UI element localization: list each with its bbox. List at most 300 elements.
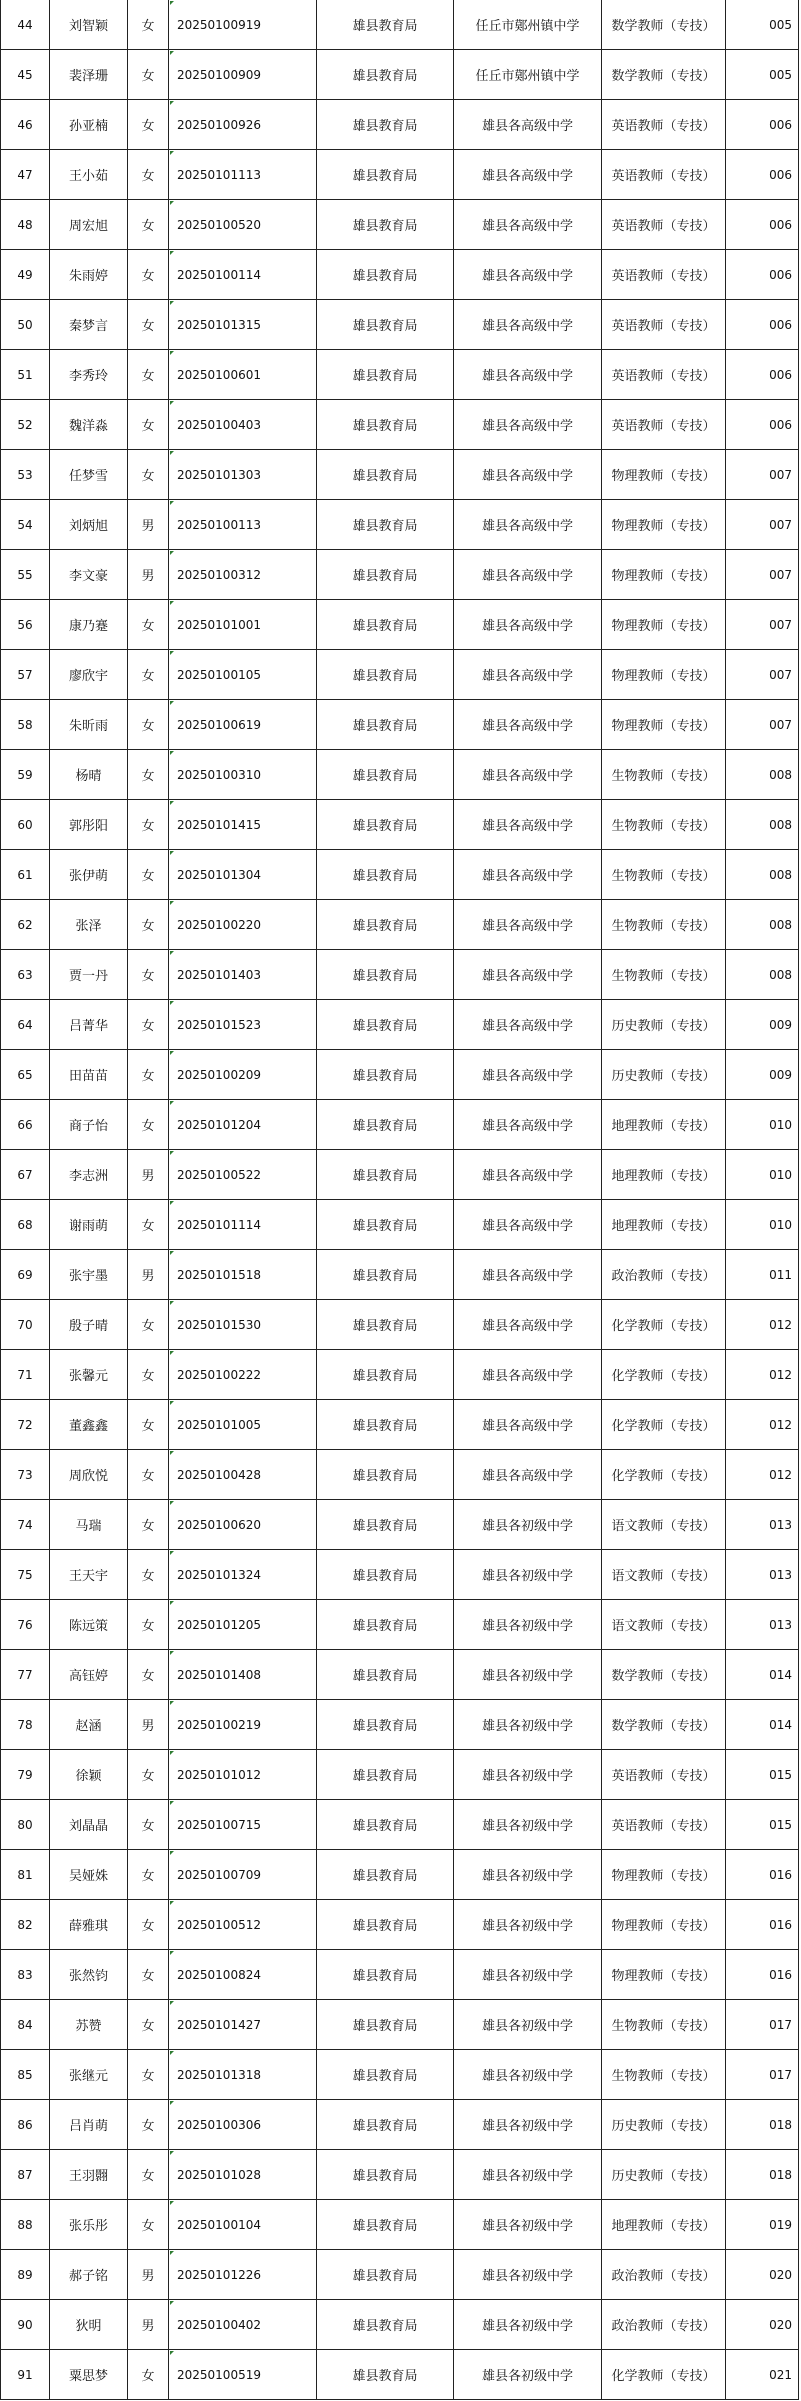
hiring-unit-cell: 雄县教育局	[317, 1450, 454, 1500]
hiring-unit-cell: 雄县教育局	[317, 700, 454, 750]
hiring-unit-cell: 雄县教育局	[317, 450, 454, 500]
exam-ticket-number-cell: 20250100919	[169, 0, 317, 50]
row-number-cell: 76	[1, 1600, 50, 1650]
position-code-cell: 020	[726, 2300, 799, 2350]
exam-ticket-number-cell: 20250100402	[169, 2300, 317, 2350]
position-cell: 语文教师（专技）	[602, 1550, 726, 1600]
position-code-cell: 008	[726, 800, 799, 850]
candidate-name-cell: 朱雨婷	[50, 250, 128, 300]
exam-ticket-number-cell: 20250100519	[169, 2350, 317, 2400]
gender-cell: 女	[128, 1350, 169, 1400]
gender-cell: 女	[128, 600, 169, 650]
table-row	[1, 50, 799, 100]
row-number-cell: 54	[1, 500, 50, 550]
exam-ticket-number-cell: 20250100209	[169, 1050, 317, 1100]
gender-cell: 女	[128, 1050, 169, 1100]
position-cell: 生物教师（专技）	[602, 800, 726, 850]
row-number-cell: 66	[1, 1100, 50, 1150]
exam-ticket-number-cell: 20250101318	[169, 2050, 317, 2100]
exam-ticket-number-cell: 20250100104	[169, 2200, 317, 2250]
school-cell: 雄县各高级中学	[454, 1450, 602, 1500]
exam-ticket-number-cell: 20250101113	[169, 150, 317, 200]
school-cell: 雄县各高级中学	[454, 350, 602, 400]
exam-ticket-number-cell: 20250100428	[169, 1450, 317, 1500]
table-row	[1, 1500, 799, 1550]
hiring-unit-cell: 雄县教育局	[317, 1200, 454, 1250]
table-row	[1, 850, 799, 900]
school-cell: 雄县各初级中学	[454, 2350, 602, 2400]
position-cell: 化学教师（专技）	[602, 2350, 726, 2400]
exam-ticket-number-cell: 20250101304	[169, 850, 317, 900]
candidate-name-cell: 陈远策	[50, 1600, 128, 1650]
hiring-unit-cell: 雄县教育局	[317, 550, 454, 600]
candidate-name-cell: 李秀玲	[50, 350, 128, 400]
school-cell: 雄县各高级中学	[454, 1050, 602, 1100]
table-row	[1, 450, 799, 500]
candidate-name-cell: 朱昕雨	[50, 700, 128, 750]
exam-ticket-number-cell: 20250101403	[169, 950, 317, 1000]
row-number-cell: 56	[1, 600, 50, 650]
school-cell: 雄县各高级中学	[454, 250, 602, 300]
candidate-name-cell: 郭彤阳	[50, 800, 128, 850]
table-row	[1, 1550, 799, 1600]
candidate-name-cell: 刘炳旭	[50, 500, 128, 550]
school-cell: 雄县各高级中学	[454, 1300, 602, 1350]
candidate-name-cell: 魏洋淼	[50, 400, 128, 450]
gender-cell: 女	[128, 2050, 169, 2100]
table-row	[1, 1800, 799, 1850]
gender-cell: 男	[128, 1700, 169, 1750]
table-row	[1, 300, 799, 350]
exam-ticket-number-cell: 20250100601	[169, 350, 317, 400]
row-number-cell: 64	[1, 1000, 50, 1050]
table-row	[1, 2100, 799, 2150]
school-cell: 雄县各初级中学	[454, 1950, 602, 2000]
position-cell: 化学教师（专技）	[602, 1300, 726, 1350]
school-cell: 雄县各高级中学	[454, 1400, 602, 1450]
gender-cell: 女	[128, 2150, 169, 2200]
exam-ticket-number-cell: 20250101530	[169, 1300, 317, 1350]
position-cell: 生物教师（专技）	[602, 900, 726, 950]
gender-cell: 女	[128, 2100, 169, 2150]
candidate-name-cell: 张馨元	[50, 1350, 128, 1400]
row-number-cell: 46	[1, 100, 50, 150]
position-code-cell: 005	[726, 0, 799, 50]
position-code-cell: 007	[726, 550, 799, 600]
table-row	[1, 2000, 799, 2050]
hiring-unit-cell: 雄县教育局	[317, 1400, 454, 1450]
position-code-cell: 006	[726, 400, 799, 450]
hiring-unit-cell: 雄县教育局	[317, 1050, 454, 1100]
hiring-unit-cell: 雄县教育局	[317, 250, 454, 300]
position-code-cell: 010	[726, 1100, 799, 1150]
school-cell: 雄县各高级中学	[454, 400, 602, 450]
hiring-unit-cell: 雄县教育局	[317, 650, 454, 700]
exam-ticket-number-cell: 20250101005	[169, 1400, 317, 1450]
row-number-cell: 90	[1, 2300, 50, 2350]
exam-ticket-number-cell: 20250101226	[169, 2250, 317, 2300]
hiring-unit-cell: 雄县教育局	[317, 2050, 454, 2100]
position-code-cell: 013	[726, 1550, 799, 1600]
hiring-unit-cell: 雄县教育局	[317, 2000, 454, 2050]
table-row	[1, 1600, 799, 1650]
position-cell: 英语教师（专技）	[602, 250, 726, 300]
position-code-cell: 007	[726, 450, 799, 500]
row-number-cell: 71	[1, 1350, 50, 1400]
exam-ticket-number-cell: 20250100312	[169, 550, 317, 600]
table-row	[1, 1050, 799, 1100]
position-cell: 化学教师（专技）	[602, 1350, 726, 1400]
hiring-unit-cell: 雄县教育局	[317, 2350, 454, 2400]
position-code-cell: 006	[726, 300, 799, 350]
exam-ticket-number-cell: 20250100310	[169, 750, 317, 800]
position-cell: 生物教师（专技）	[602, 2050, 726, 2100]
school-cell: 雄县各高级中学	[454, 1100, 602, 1150]
position-code-cell: 012	[726, 1300, 799, 1350]
position-code-cell: 013	[726, 1500, 799, 1550]
row-number-cell: 77	[1, 1650, 50, 1700]
position-code-cell: 007	[726, 700, 799, 750]
candidate-name-cell: 周宏旭	[50, 200, 128, 250]
position-code-cell: 016	[726, 1850, 799, 1900]
hiring-unit-cell: 雄县教育局	[317, 1750, 454, 1800]
exam-ticket-number-cell: 20250101012	[169, 1750, 317, 1800]
position-cell: 物理教师（专技）	[602, 1900, 726, 1950]
table-row	[1, 2150, 799, 2200]
table-row	[1, 900, 799, 950]
table-row	[1, 500, 799, 550]
exam-ticket-number-cell: 20250100222	[169, 1350, 317, 1400]
position-cell: 数学教师（专技）	[602, 50, 726, 100]
exam-ticket-number-cell: 20250101518	[169, 1250, 317, 1300]
position-cell: 物理教师（专技）	[602, 1850, 726, 1900]
hiring-unit-cell: 雄县教育局	[317, 2300, 454, 2350]
candidate-name-cell: 张继元	[50, 2050, 128, 2100]
school-cell: 雄县各初级中学	[454, 2250, 602, 2300]
school-cell: 雄县各高级中学	[454, 150, 602, 200]
position-code-cell: 016	[726, 1900, 799, 1950]
row-number-cell: 85	[1, 2050, 50, 2100]
row-number-cell: 47	[1, 150, 50, 200]
school-cell: 雄县各高级中学	[454, 200, 602, 250]
position-cell: 化学教师（专技）	[602, 1400, 726, 1450]
candidate-name-cell: 殷子晴	[50, 1300, 128, 1350]
row-number-cell: 60	[1, 800, 50, 850]
school-cell: 雄县各初级中学	[454, 2150, 602, 2200]
hiring-unit-cell: 雄县教育局	[317, 2150, 454, 2200]
position-code-cell: 008	[726, 950, 799, 1000]
table-body	[1, 0, 799, 2400]
exam-ticket-number-cell: 20250101415	[169, 800, 317, 850]
school-cell: 任丘市鄚州镇中学	[454, 0, 602, 50]
school-cell: 雄县各初级中学	[454, 1500, 602, 1550]
table-row	[1, 1900, 799, 1950]
position-cell: 生物教师（专技）	[602, 750, 726, 800]
position-code-cell: 006	[726, 150, 799, 200]
school-cell: 雄县各高级中学	[454, 650, 602, 700]
gender-cell: 女	[128, 850, 169, 900]
candidate-name-cell: 谢雨萌	[50, 1200, 128, 1250]
school-cell: 雄县各高级中学	[454, 1200, 602, 1250]
school-cell: 雄县各高级中学	[454, 850, 602, 900]
position-code-cell: 005	[726, 50, 799, 100]
position-cell: 英语教师（专技）	[602, 1800, 726, 1850]
candidate-name-cell: 张乐彤	[50, 2200, 128, 2250]
candidate-name-cell: 赵涵	[50, 1700, 128, 1750]
candidate-name-cell: 吕菁华	[50, 1000, 128, 1050]
position-code-cell: 020	[726, 2250, 799, 2300]
candidate-name-cell: 杨晴	[50, 750, 128, 800]
gender-cell: 男	[128, 2250, 169, 2300]
table-row	[1, 400, 799, 450]
row-number-cell: 52	[1, 400, 50, 450]
row-number-cell: 51	[1, 350, 50, 400]
position-cell: 物理教师（专技）	[602, 1950, 726, 2000]
gender-cell: 女	[128, 1900, 169, 1950]
school-cell: 雄县各初级中学	[454, 1850, 602, 1900]
gender-cell: 女	[128, 650, 169, 700]
candidate-name-cell: 贾一丹	[50, 950, 128, 1000]
school-cell: 雄县各高级中学	[454, 500, 602, 550]
position-code-cell: 015	[726, 1750, 799, 1800]
position-cell: 数学教师（专技）	[602, 1650, 726, 1700]
row-number-cell: 62	[1, 900, 50, 950]
hiring-unit-cell: 雄县教育局	[317, 1350, 454, 1400]
table-row	[1, 700, 799, 750]
table-row	[1, 1950, 799, 2000]
row-number-cell: 69	[1, 1250, 50, 1300]
school-cell: 雄县各初级中学	[454, 2000, 602, 2050]
row-number-cell: 74	[1, 1500, 50, 1550]
candidate-name-cell: 吴娅姝	[50, 1850, 128, 1900]
position-code-cell: 014	[726, 1650, 799, 1700]
table-row	[1, 950, 799, 1000]
gender-cell: 男	[128, 550, 169, 600]
position-code-cell: 008	[726, 900, 799, 950]
position-cell: 英语教师（专技）	[602, 200, 726, 250]
position-code-cell: 018	[726, 2100, 799, 2150]
candidate-name-cell: 孙亚楠	[50, 100, 128, 150]
school-cell: 雄县各高级中学	[454, 800, 602, 850]
gender-cell: 女	[128, 1300, 169, 1350]
exam-ticket-number-cell: 20250100620	[169, 1500, 317, 1550]
gender-cell: 女	[128, 2200, 169, 2250]
school-cell: 雄县各高级中学	[454, 1350, 602, 1400]
position-cell: 生物教师（专技）	[602, 850, 726, 900]
candidate-name-cell: 吕肖萌	[50, 2100, 128, 2150]
school-cell: 雄县各初级中学	[454, 1800, 602, 1850]
row-number-cell: 58	[1, 700, 50, 750]
school-cell: 雄县各高级中学	[454, 600, 602, 650]
exam-ticket-number-cell: 20250101114	[169, 1200, 317, 1250]
school-cell: 雄县各初级中学	[454, 1750, 602, 1800]
row-number-cell: 44	[1, 0, 50, 50]
exam-ticket-number-cell: 20250100306	[169, 2100, 317, 2150]
exam-ticket-number-cell: 20250101205	[169, 1600, 317, 1650]
position-code-cell: 012	[726, 1400, 799, 1450]
gender-cell: 女	[128, 1550, 169, 1600]
position-cell: 英语教师（专技）	[602, 350, 726, 400]
gender-cell: 女	[128, 1000, 169, 1050]
position-cell: 语文教师（专技）	[602, 1500, 726, 1550]
school-cell: 雄县各高级中学	[454, 1250, 602, 1300]
position-code-cell: 013	[726, 1600, 799, 1650]
position-code-cell: 010	[726, 1150, 799, 1200]
exam-ticket-number-cell: 20250100105	[169, 650, 317, 700]
school-cell: 雄县各初级中学	[454, 1650, 602, 1700]
exam-ticket-number-cell: 20250100220	[169, 900, 317, 950]
hiring-unit-cell: 雄县教育局	[317, 1800, 454, 1850]
row-number-cell: 63	[1, 950, 50, 1000]
table-row	[1, 150, 799, 200]
row-number-cell: 70	[1, 1300, 50, 1350]
school-cell: 雄县各初级中学	[454, 1600, 602, 1650]
position-cell: 英语教师（专技）	[602, 1750, 726, 1800]
school-cell: 雄县各初级中学	[454, 2300, 602, 2350]
hiring-unit-cell: 雄县教育局	[317, 1250, 454, 1300]
position-cell: 政治教师（专技）	[602, 1250, 726, 1300]
position-cell: 政治教师（专技）	[602, 2300, 726, 2350]
hiring-unit-cell: 雄县教育局	[317, 1500, 454, 1550]
candidate-name-cell: 任梦雪	[50, 450, 128, 500]
exam-ticket-number-cell: 20250100926	[169, 100, 317, 150]
school-cell: 雄县各高级中学	[454, 1150, 602, 1200]
gender-cell: 女	[128, 1100, 169, 1150]
gender-cell: 女	[128, 400, 169, 450]
exam-ticket-number-cell: 20250100512	[169, 1900, 317, 1950]
position-cell: 历史教师（专技）	[602, 1000, 726, 1050]
row-number-cell: 84	[1, 2000, 50, 2050]
gender-cell: 女	[128, 350, 169, 400]
position-code-cell: 008	[726, 750, 799, 800]
table-row	[1, 2200, 799, 2250]
exam-ticket-number-cell: 20250100709	[169, 1850, 317, 1900]
exam-ticket-number-cell: 20250101408	[169, 1650, 317, 1700]
gender-cell: 女	[128, 2350, 169, 2400]
hiring-unit-cell: 雄县教育局	[317, 950, 454, 1000]
position-cell: 政治教师（专技）	[602, 2250, 726, 2300]
row-number-cell: 86	[1, 2100, 50, 2150]
hiring-unit-cell: 雄县教育局	[317, 1950, 454, 2000]
exam-ticket-number-cell: 20250100403	[169, 400, 317, 450]
school-cell: 雄县各高级中学	[454, 950, 602, 1000]
position-code-cell: 009	[726, 1000, 799, 1050]
candidate-name-cell: 薛雅琪	[50, 1900, 128, 1950]
table-row	[1, 800, 799, 850]
position-code-cell: 018	[726, 2150, 799, 2200]
hiring-unit-cell: 雄县教育局	[317, 1650, 454, 1700]
school-cell: 任丘市鄚州镇中学	[454, 50, 602, 100]
position-code-cell: 011	[726, 1250, 799, 1300]
position-cell: 地理教师（专技）	[602, 1100, 726, 1150]
position-cell: 历史教师（专技）	[602, 2100, 726, 2150]
row-number-cell: 53	[1, 450, 50, 500]
school-cell: 雄县各初级中学	[454, 2050, 602, 2100]
candidate-name-cell: 粟思梦	[50, 2350, 128, 2400]
position-cell: 物理教师（专技）	[602, 700, 726, 750]
gender-cell: 男	[128, 500, 169, 550]
position-cell: 地理教师（专技）	[602, 2200, 726, 2250]
exam-ticket-number-cell: 20250100522	[169, 1150, 317, 1200]
candidate-name-cell: 周欣悦	[50, 1450, 128, 1500]
gender-cell: 女	[128, 950, 169, 1000]
hiring-unit-cell: 雄县教育局	[317, 500, 454, 550]
gender-cell: 女	[128, 50, 169, 100]
candidate-name-cell: 郝子铭	[50, 2250, 128, 2300]
candidate-name-cell: 张然钧	[50, 1950, 128, 2000]
position-cell: 英语教师（专技）	[602, 100, 726, 150]
table-row	[1, 1400, 799, 1450]
row-number-cell: 73	[1, 1450, 50, 1500]
candidate-name-cell: 田苗苗	[50, 1050, 128, 1100]
exam-ticket-number-cell: 20250101315	[169, 300, 317, 350]
hiring-unit-cell: 雄县教育局	[317, 750, 454, 800]
position-cell: 物理教师（专技）	[602, 600, 726, 650]
table-row	[1, 350, 799, 400]
position-code-cell: 019	[726, 2200, 799, 2250]
row-number-cell: 79	[1, 1750, 50, 1800]
hiring-unit-cell: 雄县教育局	[317, 2200, 454, 2250]
hiring-unit-cell: 雄县教育局	[317, 200, 454, 250]
position-code-cell: 006	[726, 100, 799, 150]
gender-cell: 男	[128, 2300, 169, 2350]
candidate-name-cell: 王羽翾	[50, 2150, 128, 2200]
gender-cell: 女	[128, 750, 169, 800]
school-cell: 雄县各高级中学	[454, 450, 602, 500]
school-cell: 雄县各高级中学	[454, 1000, 602, 1050]
position-code-cell: 006	[726, 250, 799, 300]
row-number-cell: 59	[1, 750, 50, 800]
hiring-unit-cell: 雄县教育局	[317, 600, 454, 650]
row-number-cell: 87	[1, 2150, 50, 2200]
gender-cell: 女	[128, 200, 169, 250]
table-row	[1, 1650, 799, 1700]
position-cell: 英语教师（专技）	[602, 400, 726, 450]
hiring-unit-cell: 雄县教育局	[317, 2100, 454, 2150]
table-row	[1, 650, 799, 700]
school-cell: 雄县各初级中学	[454, 1900, 602, 1950]
gender-cell: 女	[128, 1500, 169, 1550]
exam-ticket-number-cell: 20250101204	[169, 1100, 317, 1150]
position-code-cell: 010	[726, 1200, 799, 1250]
row-number-cell: 88	[1, 2200, 50, 2250]
table-row	[1, 1250, 799, 1300]
gender-cell: 女	[128, 450, 169, 500]
candidate-name-cell: 董鑫鑫	[50, 1400, 128, 1450]
position-code-cell: 017	[726, 2050, 799, 2100]
row-number-cell: 67	[1, 1150, 50, 1200]
hiring-unit-cell: 雄县教育局	[317, 1300, 454, 1350]
exam-ticket-number-cell: 20250100219	[169, 1700, 317, 1750]
hiring-unit-cell: 雄县教育局	[317, 150, 454, 200]
hiring-unit-cell: 雄县教育局	[317, 300, 454, 350]
position-cell: 历史教师（专技）	[602, 2150, 726, 2200]
hiring-unit-cell: 雄县教育局	[317, 1700, 454, 1750]
school-cell: 雄县各高级中学	[454, 900, 602, 950]
exam-ticket-number-cell: 20250101427	[169, 2000, 317, 2050]
hiring-unit-cell: 雄县教育局	[317, 50, 454, 100]
position-cell: 地理教师（专技）	[602, 1150, 726, 1200]
hiring-unit-cell: 雄县教育局	[317, 1550, 454, 1600]
table-row	[1, 200, 799, 250]
position-cell: 英语教师（专技）	[602, 150, 726, 200]
exam-ticket-number-cell: 20250100114	[169, 250, 317, 300]
school-cell: 雄县各初级中学	[454, 1700, 602, 1750]
candidate-name-cell: 张泽	[50, 900, 128, 950]
exam-ticket-number-cell: 20250101001	[169, 600, 317, 650]
table-row	[1, 1200, 799, 1250]
position-cell: 地理教师（专技）	[602, 1200, 726, 1250]
